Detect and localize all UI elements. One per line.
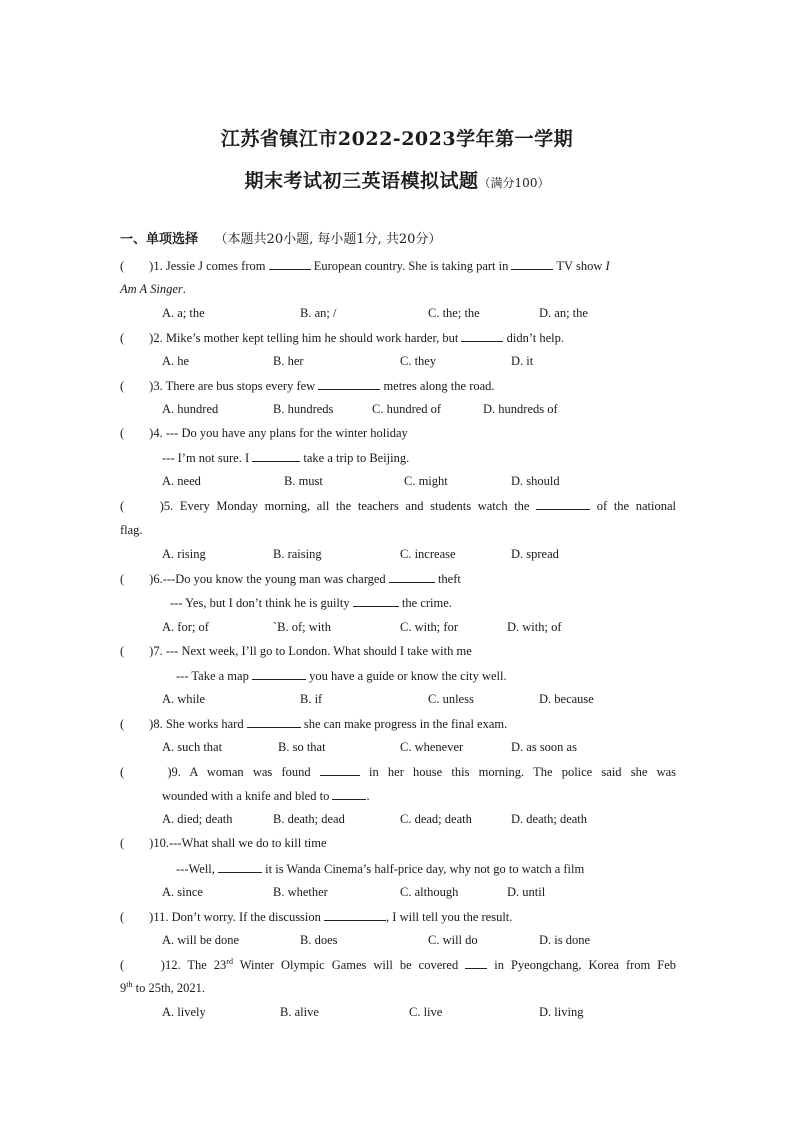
- q5-option-c: C. increase: [400, 547, 456, 561]
- section-heading: [120, 228, 441, 247]
- q12-sup-2: th: [126, 980, 133, 989]
- q8-option-c: C. whenever: [400, 740, 464, 754]
- question-9-line2: [162, 787, 370, 804]
- q11-option-a: A. will be done: [162, 933, 240, 947]
- q10-text-b: it is Wanda Cinema’s half-price day, why not go to watch a film: [265, 862, 585, 876]
- title-score: （满分100）: [478, 176, 550, 190]
- q3-text-b: metres along the road.: [383, 379, 495, 393]
- question-10-stem: ( )10.---What shall we do to kill time: [120, 836, 327, 850]
- question-6-stem: [120, 570, 461, 587]
- q1-show-name: Am A Singer: [120, 282, 183, 296]
- q1-blank-2: [511, 257, 553, 270]
- q10-option-c: C. although: [400, 885, 459, 899]
- q5-text-b: of the national: [596, 499, 676, 513]
- question-1-stem: [120, 257, 676, 274]
- q10-option-d: D. until: [507, 885, 546, 899]
- q2-blank: [461, 329, 503, 342]
- q6-blank-2: [353, 594, 399, 607]
- q1-option-c: C. the; the: [428, 306, 480, 320]
- question-5-line2: flag.: [120, 523, 143, 537]
- q6-text-b: theft: [437, 572, 461, 586]
- q6-option-d: D. with; of: [507, 620, 562, 634]
- q1-option-a: A. a; the: [162, 306, 205, 320]
- question-3-stem: [120, 377, 495, 394]
- q9-option-d: D. death; death: [511, 812, 588, 826]
- q12-option-a: A. lively: [162, 1005, 206, 1019]
- q6-option-c: C. with; for: [400, 620, 458, 634]
- q10-blank: [218, 860, 262, 873]
- section-note: （本题共20小题, 每小题1分, 共20分）: [214, 232, 442, 247]
- title-line-1: 江苏省镇江市2022-2023学年第一学期: [220, 128, 574, 150]
- q7-option-c: C. unless: [428, 692, 474, 706]
- q1-text-a: ( )1. Jessie J comes from: [120, 259, 266, 273]
- q6-text-a: ( )6.---Do you know the young man was charged: [120, 572, 386, 586]
- q12-option-b: B. alive: [280, 1005, 319, 1019]
- q7-option-d: D. because: [539, 692, 594, 706]
- q6-blank-1: [389, 570, 435, 583]
- q7-text-b: you have a guide or know the city well.: [309, 669, 507, 683]
- question-4-line2: [162, 449, 409, 466]
- q8-text-a: ( )8. She works hard: [120, 717, 244, 731]
- q7-option-a: A. while: [162, 692, 206, 706]
- q6-option-b: `B. of; with: [273, 620, 331, 634]
- question-1-line2: [120, 281, 186, 297]
- question-2-stem: [120, 329, 564, 346]
- question-7-stem: ( )7. --- Next week, I’ll go to London. What should I take with me: [120, 644, 472, 658]
- q12-text-e: to 25th, 2021.: [132, 981, 206, 995]
- q10-text-a: ---Well,: [176, 862, 215, 876]
- question-4-stem: ( )4. --- Do you have any plans for the winter holiday: [120, 426, 408, 440]
- question-9-stem: [120, 763, 676, 780]
- q9-text-c: wounded with a knife and bled to: [162, 789, 330, 803]
- q8-option-b: B. so that: [278, 740, 326, 754]
- question-6-line2: [170, 594, 452, 611]
- q7-blank: [252, 667, 306, 680]
- q9-text-b: in her house this morning. The police said she was: [369, 765, 677, 779]
- q5-option-d: D. spread: [511, 547, 559, 561]
- question-11-stem: [120, 908, 512, 925]
- section-title: 一、单项选择: [120, 232, 199, 247]
- q9-blank-2: [332, 787, 366, 800]
- q2-text-a: ( )2. Mike’s mother kept telling him he should work harder, but: [120, 331, 459, 345]
- q11-option-d: D. is done: [539, 933, 591, 947]
- q1-blank-1: [269, 257, 311, 270]
- q9-option-b: B. death; dead: [273, 812, 345, 826]
- q12-option-d: D. living: [539, 1005, 584, 1019]
- q11-blank: [324, 908, 386, 921]
- question-5-stem: [120, 497, 676, 514]
- q3-option-c: C. hundred of: [372, 402, 442, 416]
- q11-option-c: C. will do: [428, 933, 478, 947]
- q12-blank: [465, 956, 487, 969]
- q10-option-b: B. whether: [273, 885, 328, 899]
- q4-blank: [252, 449, 300, 462]
- q5-blank: [536, 497, 590, 510]
- q9-text-d: .: [366, 789, 370, 803]
- q3-option-d: D. hundreds of: [483, 402, 558, 416]
- q12-sup-1: rd: [226, 957, 233, 966]
- q6-text-c: --- Yes, but I don’t think he is guilty: [170, 596, 350, 610]
- title-line-2: [0, 166, 794, 193]
- q5-text-a: ( )5. Every Monday morning, all the teachers and students watch the: [120, 499, 530, 513]
- q12-text-a: ( )12. The 23: [120, 958, 227, 972]
- question-8-stem: [120, 715, 507, 732]
- q6-text-d: the crime.: [401, 596, 452, 610]
- q8-option-a: A. such that: [162, 740, 223, 754]
- q9-text-a: ( )9. A woman was found: [120, 765, 311, 779]
- q4-text-b: take a trip to Beijing.: [303, 451, 410, 465]
- q9-option-c: C. dead; death: [400, 812, 472, 826]
- q7-option-b: B. if: [300, 692, 323, 706]
- q2-option-a: A. he: [162, 354, 190, 368]
- q1-option-b: B. an; /: [300, 306, 337, 320]
- q1-italic: I: [605, 259, 610, 273]
- q10-option-a: A. since: [162, 885, 203, 899]
- q8-blank: [247, 715, 301, 728]
- q3-blank: [318, 377, 380, 390]
- q4-text-a: --- I’m not sure. I: [162, 451, 250, 465]
- q4-option-d: D. should: [511, 474, 560, 488]
- q5-option-a: A. rising: [162, 547, 206, 561]
- question-12-line2: [120, 980, 205, 996]
- q8-option-d: D. as soon as: [511, 740, 577, 754]
- q2-option-d: D. it: [511, 354, 534, 368]
- q3-option-a: A. hundred: [162, 402, 219, 416]
- question-12-stem: [120, 956, 676, 973]
- q6-option-a: A. for; of: [162, 620, 209, 634]
- q7-text-a: --- Take a map: [176, 669, 249, 683]
- q2-option-c: C. they: [400, 354, 437, 368]
- q11-text-a: ( )11. Don’t worry. If the discussion: [120, 910, 321, 924]
- question-7-line2: [176, 667, 507, 684]
- title-main: 期末考试初三英语模拟试题: [244, 170, 479, 192]
- q5-option-b: B. raising: [273, 547, 322, 561]
- q3-option-b: B. hundreds: [273, 402, 334, 416]
- q11-text-b: , I will tell you the result.: [386, 910, 513, 924]
- q8-text-b: she can make progress in the final exam.: [303, 717, 508, 731]
- q1-end: .: [182, 282, 186, 296]
- q9-option-a: A. died; death: [162, 812, 233, 826]
- q9-blank-1: [320, 763, 360, 776]
- q12-option-c: C. live: [409, 1005, 443, 1019]
- q1-text-b: European country. She is taking part in: [313, 259, 509, 273]
- question-10-line2: [176, 860, 584, 877]
- q1-option-d: D. an; the: [539, 306, 588, 320]
- q3-text-a: ( )3. There are bus stops every few: [120, 379, 316, 393]
- q2-text-b: didn’t help.: [506, 331, 564, 345]
- q4-option-b: B. must: [284, 474, 323, 488]
- q12-text-c: in Pyeongchang, Korea from Feb: [494, 958, 677, 972]
- q4-option-a: A. need: [162, 474, 201, 488]
- q12-text-d: 9: [120, 981, 127, 995]
- q11-option-b: B. does: [300, 933, 338, 947]
- q12-text-b: Winter Olympic Games will be covered: [232, 958, 459, 972]
- q1-text-c: TV show: [556, 259, 603, 273]
- q2-option-b: B. her: [273, 354, 304, 368]
- q4-option-c: C. might: [404, 474, 448, 488]
